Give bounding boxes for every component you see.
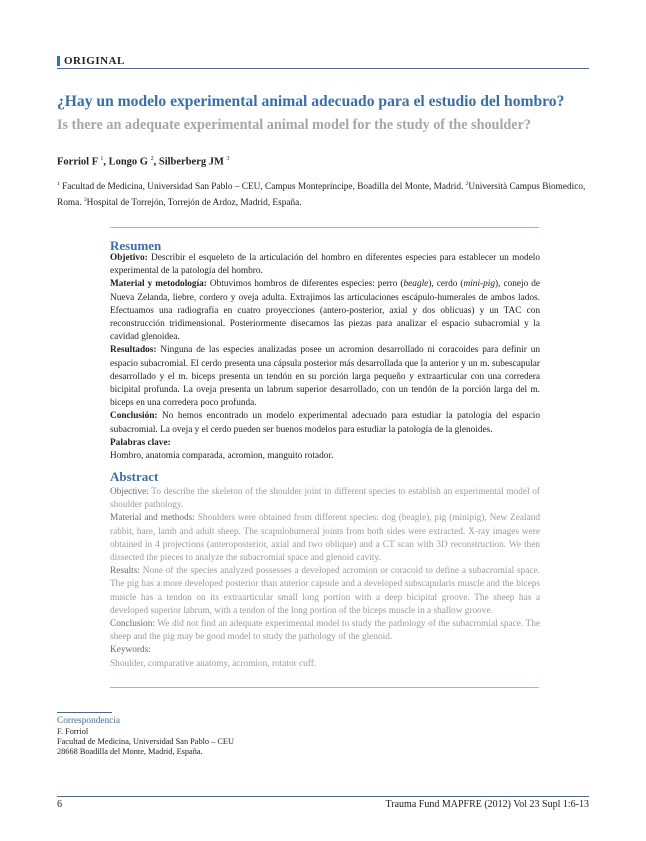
abstract-results: [110, 565, 540, 618]
text: None of the species analyzed possesses a developed acromion or coracoid to define a subacromial space. The pig has a more developed posterior than anterior capsule and a developed subscapularis muscle and the biceps muscle has a tendon on its extraarticular small long portion with a deep bicipital groove. The sheep has a developed superior labrum, with a tendon of the long portion of the biceps muscle in a shallow groove.: [110, 566, 540, 616]
text: ), conejo de Nueva Zelanda, liebre, cordero y oveja adulta. Extrajimos las articulaciones escápulo-humerales de ambos lados. Efectuamos una radiografía en cuatro proyecciones (antero-posterior, axial y dos oblicuas) y un TAC con reconstrucción tridimensional. Posteriormente disecamos las piezas para analizar el espacio subacromial y la cavidad glenoidea.: [110, 279, 541, 343]
resumen-keywords: Hombro, anatomía comparada, acromion, manguito rotador.: [110, 451, 334, 462]
resumen-body: [110, 252, 540, 463]
text: Shoulders were obtained from different species: dog (beagle), pig (minipig), New Zealand rabbit, hare, lamb and adult sheep. The scapulohumeral joints from both sides were extracted. X-ray images were obtained in 4 projections (anteroposterior, axial and two oblique) and a CT scan with 3D reconstruction. We then dissected the pieces to analyze the subacromial space and glenoid cavity.: [110, 513, 540, 564]
author-affil-mark: 3: [226, 156, 230, 162]
resumen-top-rule: [110, 227, 539, 228]
abstract-keywords: Shoulder, comparative anatomy, acromion, rotator cuff.: [110, 658, 317, 669]
correspondence-rule: [57, 712, 112, 713]
text-italic: beagle: [403, 279, 429, 290]
label: Keywords:: [110, 645, 151, 656]
text: We did not find an adequate experimental model to study the pathology of the subacromial space. The sheep and the pig may be good model to study the pathology of the glenoid.: [110, 619, 540, 643]
author-affil-mark: 2: [150, 156, 154, 162]
correspondence-heading: Correspondencia: [57, 716, 120, 726]
author-name: Longo G: [108, 156, 148, 168]
label: Conclusion:: [110, 619, 155, 630]
section-tag-label: ORIGINAL: [64, 55, 125, 67]
abstract-keywords-label: [110, 644, 540, 657]
abstract-bottom-rule: [110, 687, 539, 688]
correspondence-line: 28668 Boadilla del Monte, Madrid, España.: [57, 747, 203, 756]
affil-text: Hospital de Torrejón, Torrejón de Ardoz, Madrid, España.: [86, 198, 302, 209]
text: Describir el esqueleto de la articulación del hombro en diferentes especies para establecer un modelo experimental de la patología del hombro.: [110, 253, 540, 277]
affil-mark: 2: [465, 181, 469, 187]
label: Material y metodología:: [110, 279, 207, 290]
header-rule: [57, 68, 589, 69]
title-english: Is there an adequate experimental animal model for the study of the shoulder?: [57, 117, 531, 133]
resumen-heading: Resumen: [110, 238, 162, 253]
label: Palabras clave:: [110, 437, 171, 448]
correspondence-line: Facultad de Medicina, Universidad San Pablo – CEU: [57, 737, 234, 746]
text: To describe the skeleton of the shoulder joint in different species to establish an experimental model of shoulder pathology.: [110, 487, 540, 511]
label: Objetivo:: [110, 253, 148, 263]
affil-mark: 3: [83, 197, 87, 204]
label: Conclusión:: [110, 411, 158, 422]
abstract-heading: Abstract: [110, 469, 159, 484]
label: Material and methods:: [110, 513, 195, 524]
author-affil-mark: 1: [100, 156, 104, 162]
correspondence-line: F. Forriol: [57, 727, 89, 736]
abstract-body: [110, 486, 540, 671]
text-italic: mini-pig: [463, 279, 496, 290]
label: Results:: [110, 566, 140, 577]
text: Ninguna de las especies analizadas posee un acromion desarrollado ni coracoides para definir un espacio subacromial. El cerdo presenta una cápsula posterior más desarrollada que la anterior y un m. subescapular desarrollado y el m. biceps presenta un tendón en su porción larga pequeño y extraarticular con una corredera bicipital profunda. La oveja presenta un labrum superior desarrollado, con un tendón de la porción larga del m. biceps en una corredera poco profunda.: [110, 345, 540, 409]
affiliations: [57, 178, 597, 210]
resumen-keywords-label: [110, 437, 540, 450]
text: Obtuvimos hombros de diferentes especies: perro (: [206, 279, 404, 290]
footer-rule: [57, 796, 589, 797]
resumen-objetivo: [110, 252, 540, 278]
affil-text: Facultad de Medicina, Universidad San Pablo – CEU, Campus Montepríncipe, Boadilla del Monte, Madrid.: [59, 182, 466, 193]
page-number: 6: [57, 799, 62, 810]
label: Resultados:: [110, 345, 157, 356]
title-spanish: ¿Hay un modelo experimental animal adecuado para el estudio del hombro?: [57, 93, 565, 110]
author-name: Forriol F: [57, 156, 98, 168]
text: No hemos encontrado un modelo experimental adecuado para estudiar la patología del espacio subacromial. La oveja y el cerdo pueden ser buenos modelos para estudiar la patología de la glenoides.: [110, 411, 540, 435]
text: ), cerdo (: [428, 279, 464, 290]
section-marker: [57, 56, 60, 66]
affil-mark: 1: [57, 181, 60, 187]
affil-text: Università Campus Biomedico, Roma.: [57, 182, 586, 209]
resumen-material: [110, 278, 540, 344]
journal-citation: Trauma Fund MAPFRE (2012) Vol 23 Supl 1:6-13: [385, 799, 589, 810]
correspondence-address: [57, 727, 234, 757]
authors: Forriol F $^1$, Longo G $^2$, Silberberg JM $^3$: [57, 156, 230, 168]
author-name: Silberberg JM: [158, 156, 224, 168]
resumen-resultados: [110, 344, 540, 410]
label: Objective:: [110, 487, 149, 497]
abstract-objective: [110, 486, 540, 512]
section-tag: [57, 55, 125, 67]
resumen-conclusion: [110, 410, 540, 436]
abstract-conclusion: [110, 618, 540, 644]
abstract-methods: [110, 512, 540, 565]
